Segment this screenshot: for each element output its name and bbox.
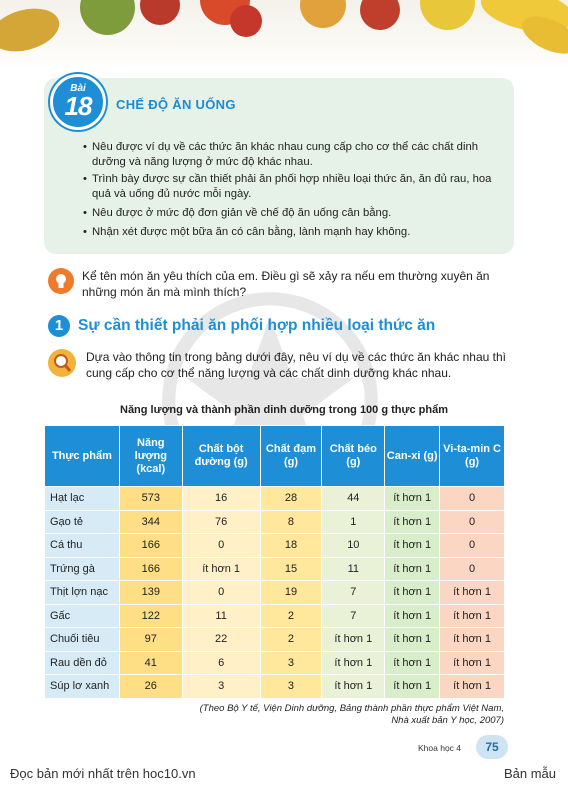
cell-protein: 3 <box>260 675 322 699</box>
cell-food: Thịt lợn nạc <box>45 581 120 605</box>
cell-protein: 15 <box>260 557 322 581</box>
cell-calcium: ít hơn 1 <box>385 651 440 675</box>
footer-sample-label: Bản mẫu <box>503 766 556 781</box>
cell-carb: 6 <box>182 651 260 675</box>
cell-protein: 2 <box>260 628 322 652</box>
cell-vitc: ít hơn 1 <box>440 604 505 628</box>
table-row <box>45 534 505 558</box>
cell-energy: 166 <box>119 557 182 581</box>
cell-fat: ít hơn 1 <box>322 651 385 675</box>
cell-vitc: ít hơn 1 <box>440 581 505 605</box>
cell-energy: 166 <box>119 534 182 558</box>
cell-protein: 28 <box>260 487 322 511</box>
objective-item: • Nêu được ví dụ về các thức ăn khác nhau cung cấp cho cơ thể các chất dinh dưỡng và năng lượng ở mức độ khác nhau. <box>83 141 479 168</box>
cell-food: Gạo tẻ <box>45 510 120 534</box>
header-fat: Chất béo (g) <box>322 426 385 487</box>
magnifier-icon <box>48 349 76 377</box>
objective-item: • Nêu được ở mức độ đơn giản về chế độ ăn uống cân bằng. <box>83 207 392 219</box>
table-row <box>45 487 505 511</box>
cell-vitc: 0 <box>440 534 505 558</box>
cell-calcium: ít hơn 1 <box>385 487 440 511</box>
table-caption: Năng lượng và thành phần dinh dưỡng trong 100 g thực phẩm <box>120 404 448 416</box>
cell-calcium: ít hơn 1 <box>385 675 440 699</box>
cell-carb: 76 <box>182 510 260 534</box>
lesson-badge <box>50 74 106 130</box>
table-row <box>45 628 505 652</box>
cell-food: Cá thu <box>45 534 120 558</box>
cell-food: Rau dền đỏ <box>45 651 120 675</box>
cell-energy: 41 <box>119 651 182 675</box>
cell-vitc: 0 <box>440 557 505 581</box>
source-note: (Theo Bộ Y tế, Viện Dinh dưỡng, Bảng thành phần thực phẩm Việt Nam, Nhà xuất bản Y học, 2007) <box>199 703 504 726</box>
cell-fat: 44 <box>322 487 385 511</box>
cell-fat: ít hơn 1 <box>322 628 385 652</box>
objective-item: • Nhận xét được một bữa ăn có cân bằng, lành mạnh hay không. <box>83 226 411 238</box>
instruction-text: Dựa vào thông tin trong bảng dưới đây, nêu ví dụ về các thức ăn khác nhau thì cung cấp cho cơ thể năng lượng và các chất dinh dưỡng khác nhau. <box>86 350 507 380</box>
cell-calcium: ít hơn 1 <box>385 557 440 581</box>
table-row <box>45 651 505 675</box>
cell-calcium: ít hơn 1 <box>385 510 440 534</box>
objective-item: • Trình bày được sự cần thiết phải ăn phối hợp nhiều loại thức ăn, ăn đủ rau, hoa quả và uống đủ nước mỗi ngày. <box>83 173 492 200</box>
cell-carb: 0 <box>182 534 260 558</box>
header-energy: Năng lượng (kcal) <box>119 426 182 487</box>
cell-energy: 97 <box>119 628 182 652</box>
cell-fat: 7 <box>322 581 385 605</box>
cell-carb: 0 <box>182 581 260 605</box>
cell-calcium: ít hơn 1 <box>385 581 440 605</box>
header-vitamin-c: Vi-ta-min C (g) <box>440 426 505 487</box>
cell-carb: 16 <box>182 487 260 511</box>
table-row <box>45 510 505 534</box>
cell-fat: 7 <box>322 604 385 628</box>
fruit-banner <box>0 0 568 70</box>
cell-protein: 18 <box>260 534 322 558</box>
header-protein: Chất đạm (g) <box>260 426 322 487</box>
cell-food: Gấc <box>45 604 120 628</box>
cell-carb: ít hơn 1 <box>182 557 260 581</box>
cell-fat: 11 <box>322 557 385 581</box>
lesson-label: Bài <box>70 83 86 94</box>
cell-protein: 3 <box>260 651 322 675</box>
cell-energy: 573 <box>119 487 182 511</box>
footer-link-text[interactable]: Đọc bản mới nhất trên hoc10.vn <box>10 766 196 781</box>
table-row <box>45 604 505 628</box>
cell-carb: 22 <box>182 628 260 652</box>
page-number: 75 <box>476 735 508 759</box>
book-name: Khoa học 4 <box>418 743 462 753</box>
cell-vitc: ít hơn 1 <box>440 651 505 675</box>
header-food: Thực phẩm <box>45 426 120 487</box>
cell-fat: 1 <box>322 510 385 534</box>
section-title: Sự cần thiết phải ăn phối hợp nhiều loại thức ăn <box>78 317 436 334</box>
cell-carb: 3 <box>182 675 260 699</box>
lesson-title: CHẾ ĐỘ ĂN UỐNG <box>116 97 236 112</box>
cell-energy: 122 <box>119 604 182 628</box>
header-carb: Chất bột đường (g) <box>182 426 260 487</box>
table-row <box>45 581 505 605</box>
cell-fat: ít hơn 1 <box>322 675 385 699</box>
lesson-number: 18 <box>64 91 92 121</box>
cell-carb: 11 <box>182 604 260 628</box>
cell-fat: 10 <box>322 534 385 558</box>
table-header-row <box>45 426 505 487</box>
cell-protein: 8 <box>260 510 322 534</box>
cell-protein: 19 <box>260 581 322 605</box>
cell-food: Súp lơ xanh <box>45 675 120 699</box>
cell-protein: 2 <box>260 604 322 628</box>
table-row <box>45 675 505 699</box>
table-row <box>45 557 505 581</box>
cell-vitc: 0 <box>440 510 505 534</box>
cell-food: Chuối tiêu <box>45 628 120 652</box>
cell-vitc: ít hơn 1 <box>440 675 505 699</box>
cell-food: Trứng gà <box>45 557 120 581</box>
cell-vitc: 0 <box>440 487 505 511</box>
cell-calcium: ít hơn 1 <box>385 628 440 652</box>
cell-energy: 26 <box>119 675 182 699</box>
nutrition-table <box>44 425 505 699</box>
cell-calcium: ít hơn 1 <box>385 604 440 628</box>
cell-food: Hạt lạc <box>45 487 120 511</box>
cell-vitc: ít hơn 1 <box>440 628 505 652</box>
cell-energy: 139 <box>119 581 182 605</box>
section-number: 1 <box>48 315 70 337</box>
cell-calcium: ít hơn 1 <box>385 534 440 558</box>
cell-energy: 344 <box>119 510 182 534</box>
lightbulb-icon <box>48 268 74 294</box>
header-calcium: Can-xi (g) <box>385 426 440 487</box>
opening-question: Kể tên món ăn yêu thích của em. Điều gì sẽ xảy ra nếu em thường xuyên ăn những món ăn mà mình thích? <box>82 269 490 299</box>
